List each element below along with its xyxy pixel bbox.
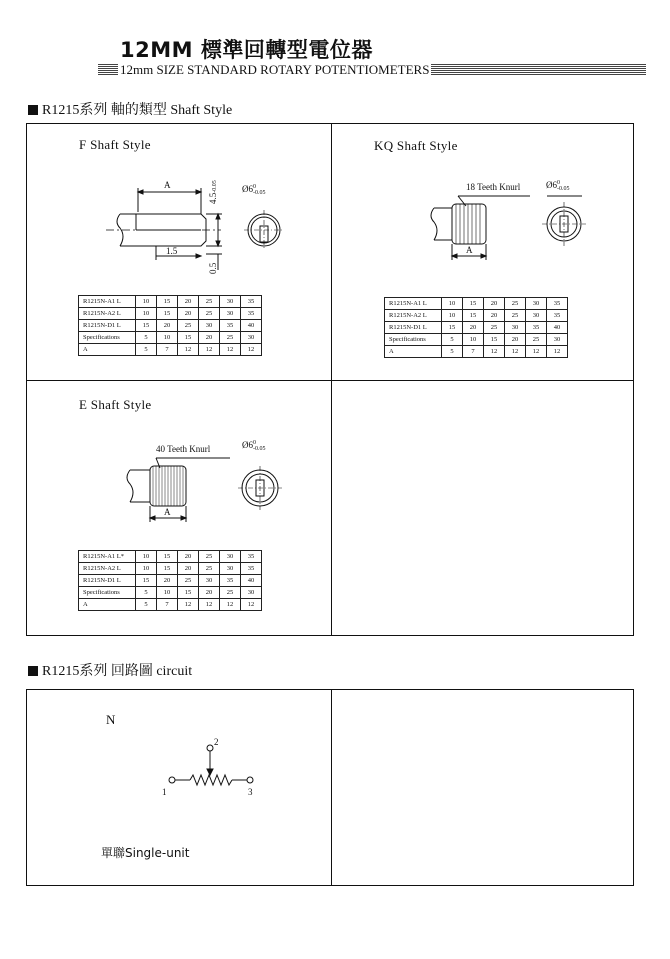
table-cell: 30 <box>220 563 241 575</box>
square-bullet-icon <box>28 666 38 676</box>
f-shaft-style-label: F Shaft Style <box>79 137 151 152</box>
table-cell: 10 <box>136 551 157 563</box>
f-dim-h1-tol: -0.05 <box>212 180 218 193</box>
table-row-header: R1215N-A2 L <box>79 563 136 575</box>
table-row-header: A <box>79 599 136 611</box>
f-spec-table-body <box>79 296 262 356</box>
circuit-pin-1: 1 <box>162 787 167 797</box>
table-cell: 30 <box>505 322 526 334</box>
table-cell: 30 <box>241 587 262 599</box>
f-spec-table <box>78 295 262 356</box>
single-unit-circuit-diagram <box>150 735 270 805</box>
circuit-pin-2: 2 <box>214 737 219 747</box>
table-cell: 12 <box>220 344 241 356</box>
page-title: 12MM 標準回轉型電位器 <box>120 38 373 62</box>
table-cell: 35 <box>547 310 568 322</box>
table-cell: 25 <box>199 308 220 320</box>
page-subtitle: 12mm SIZE STANDARD ROTARY POTENTIOMETERS <box>120 62 430 77</box>
table-cell: 15 <box>463 298 484 310</box>
table-cell: 25 <box>199 551 220 563</box>
table-row-header: Specifications <box>385 334 442 346</box>
f-shaft-svg <box>106 170 306 280</box>
table-row <box>79 296 262 308</box>
table-cell: 30 <box>526 298 547 310</box>
table-row-header: R1215N-A1 L* <box>79 551 136 563</box>
e-dim-a: A <box>164 507 171 517</box>
table-row <box>79 551 262 563</box>
shaft-grid-vertical-divider <box>331 123 332 635</box>
table-cell: 30 <box>526 310 547 322</box>
table-row <box>79 599 262 611</box>
kq-knurl-label: 18 Teeth Knurl <box>466 182 521 192</box>
table-cell: 5 <box>136 344 157 356</box>
table-row-header: R1215N-D1 L <box>79 320 136 332</box>
f-dim-diameter <box>242 184 266 196</box>
e-spec-table-body <box>79 551 262 611</box>
table-row-header: R1215N-D1 L <box>385 322 442 334</box>
table-cell: 5 <box>136 332 157 344</box>
table-row-header: Specifications <box>79 332 136 344</box>
table-row <box>79 575 262 587</box>
circuit-code-label: N <box>106 712 116 727</box>
e-dia-top: 0 <box>253 440 256 446</box>
table-cell: 5 <box>136 599 157 611</box>
table-cell: 35 <box>220 320 241 332</box>
e-dia-tol: -0.05 <box>253 446 266 452</box>
table-row <box>385 322 568 334</box>
table-cell: 5 <box>136 587 157 599</box>
circuit-section-heading-text: R1215系列 回路圖 circuit <box>42 664 193 679</box>
table-cell: 15 <box>157 551 178 563</box>
table-cell: 15 <box>136 575 157 587</box>
kq-shaft-drawing <box>420 178 620 268</box>
shaft-section-heading <box>28 103 232 119</box>
table-cell: 20 <box>484 310 505 322</box>
circuit-pin-3: 3 <box>248 787 253 797</box>
circuit-caption: 單聯Single-unit <box>101 846 190 860</box>
table-row-header: A <box>385 346 442 358</box>
table-cell: 20 <box>178 296 199 308</box>
table-cell: 15 <box>178 587 199 599</box>
shaft-grid-horizontal-divider <box>26 380 633 381</box>
table-cell: 25 <box>178 320 199 332</box>
table-cell: 15 <box>157 296 178 308</box>
table-cell: 35 <box>241 296 262 308</box>
table-cell: 10 <box>463 334 484 346</box>
kq-dia-value: Ø6 <box>546 180 557 190</box>
table-cell: 30 <box>547 334 568 346</box>
table-cell: 20 <box>463 322 484 334</box>
table-cell: 25 <box>484 322 505 334</box>
f-dim-len: 1.5 <box>166 246 178 256</box>
table-cell: 25 <box>199 296 220 308</box>
table-cell: 30 <box>199 575 220 587</box>
table-cell: 20 <box>484 298 505 310</box>
e-spec-table <box>78 550 262 611</box>
table-row-header: R1215N-A1 L <box>79 296 136 308</box>
table-cell: 20 <box>178 551 199 563</box>
square-bullet-icon <box>28 105 38 115</box>
table-cell: 30 <box>241 332 262 344</box>
table-row-header: R1215N-A2 L <box>385 310 442 322</box>
f-dia-value: Ø6 <box>242 184 253 194</box>
table-cell: 20 <box>178 308 199 320</box>
table-cell: 10 <box>442 310 463 322</box>
f-dia-top: 0 <box>253 184 256 190</box>
table-cell: 12 <box>199 599 220 611</box>
table-cell: 15 <box>157 563 178 575</box>
table-cell: 15 <box>157 308 178 320</box>
table-cell: 20 <box>157 320 178 332</box>
table-cell: 15 <box>136 320 157 332</box>
table-row <box>79 587 262 599</box>
table-cell: 7 <box>157 599 178 611</box>
table-cell: 25 <box>505 310 526 322</box>
table-cell: 12 <box>241 599 262 611</box>
table-row <box>385 346 568 358</box>
table-cell: 25 <box>220 332 241 344</box>
table-cell: 12 <box>505 346 526 358</box>
table-cell: 35 <box>220 575 241 587</box>
table-cell: 10 <box>157 332 178 344</box>
table-cell: 15 <box>484 334 505 346</box>
table-cell: 12 <box>199 344 220 356</box>
table-cell: 12 <box>526 346 547 358</box>
table-row-header: R1215N-A1 L <box>385 298 442 310</box>
table-row <box>79 563 262 575</box>
f-dim-h2: 0.5 <box>208 262 218 274</box>
table-cell: 20 <box>199 332 220 344</box>
table-cell: 20 <box>178 563 199 575</box>
table-cell: 20 <box>157 575 178 587</box>
e-dia-value: Ø6 <box>242 440 253 450</box>
kq-spec-table-body <box>385 298 568 358</box>
table-cell: 40 <box>547 322 568 334</box>
table-row <box>385 298 568 310</box>
shaft-section-heading-text: R1215系列 軸的類型 Shaft Style <box>42 103 233 118</box>
table-cell: 12 <box>547 346 568 358</box>
table-cell: 35 <box>241 563 262 575</box>
table-cell: 30 <box>220 296 241 308</box>
table-cell: 12 <box>178 599 199 611</box>
table-cell: 30 <box>220 308 241 320</box>
table-cell: 40 <box>241 320 262 332</box>
table-cell: 25 <box>526 334 547 346</box>
table-cell: 25 <box>220 587 241 599</box>
table-row-header: Specifications <box>79 587 136 599</box>
table-cell: 15 <box>463 310 484 322</box>
table-cell: 5 <box>442 346 463 358</box>
table-row-header: A <box>79 344 136 356</box>
table-row <box>79 320 262 332</box>
f-dim-a: A <box>164 180 171 190</box>
circuit-section-heading <box>28 664 192 680</box>
table-cell: 35 <box>241 308 262 320</box>
kq-dim-diameter <box>546 180 570 192</box>
table-cell: 35 <box>526 322 547 334</box>
kq-dia-tol: -0.05 <box>557 186 570 192</box>
f-dia-tol-stack <box>253 184 266 196</box>
e-shaft-drawing <box>120 436 320 526</box>
kq-spec-table <box>384 297 568 358</box>
table-cell: 25 <box>199 563 220 575</box>
f-shaft-drawing <box>106 170 306 280</box>
table-cell: 15 <box>178 332 199 344</box>
table-cell: 10 <box>136 563 157 575</box>
table-cell: 20 <box>199 587 220 599</box>
table-cell: 15 <box>442 322 463 334</box>
table-cell: 12 <box>178 344 199 356</box>
table-row <box>79 308 262 320</box>
table-cell: 10 <box>442 298 463 310</box>
table-cell: 10 <box>136 296 157 308</box>
f-dia-tol: -0.05 <box>253 190 266 196</box>
kq-dia-tol-stack <box>557 180 570 192</box>
table-cell: 20 <box>505 334 526 346</box>
kq-dia-top: 0 <box>557 180 560 186</box>
table-cell: 10 <box>157 587 178 599</box>
table-cell: 30 <box>220 551 241 563</box>
f-dim-h1 <box>208 180 218 204</box>
table-row-header: R1215N-D1 L <box>79 575 136 587</box>
table-cell: 7 <box>157 344 178 356</box>
table-cell: 35 <box>547 298 568 310</box>
e-shaft-svg <box>120 436 320 526</box>
table-cell: 30 <box>199 320 220 332</box>
table-cell: 25 <box>505 298 526 310</box>
circuit-grid-vertical-divider <box>331 689 332 885</box>
table-row <box>385 334 568 346</box>
table-row <box>385 310 568 322</box>
table-row <box>79 344 262 356</box>
table-cell: 35 <box>241 551 262 563</box>
e-dim-diameter <box>242 440 266 452</box>
table-cell: 12 <box>484 346 505 358</box>
e-shaft-style-label: E Shaft Style <box>79 397 152 412</box>
table-cell: 12 <box>220 599 241 611</box>
table-row <box>79 332 262 344</box>
table-cell: 25 <box>178 575 199 587</box>
e-knurl-label: 40 Teeth Knurl <box>156 444 211 454</box>
e-dia-tol-stack <box>253 440 266 452</box>
table-cell: 10 <box>136 308 157 320</box>
f-dim-h1-value: 4.5 <box>208 192 218 204</box>
table-cell: 5 <box>442 334 463 346</box>
kq-dim-a: A <box>466 245 473 255</box>
table-row-header: R1215N-A2 L <box>79 308 136 320</box>
table-cell: 7 <box>463 346 484 358</box>
table-cell: 40 <box>241 575 262 587</box>
table-cell: 12 <box>241 344 262 356</box>
kq-shaft-style-label: KQ Shaft Style <box>374 138 458 153</box>
